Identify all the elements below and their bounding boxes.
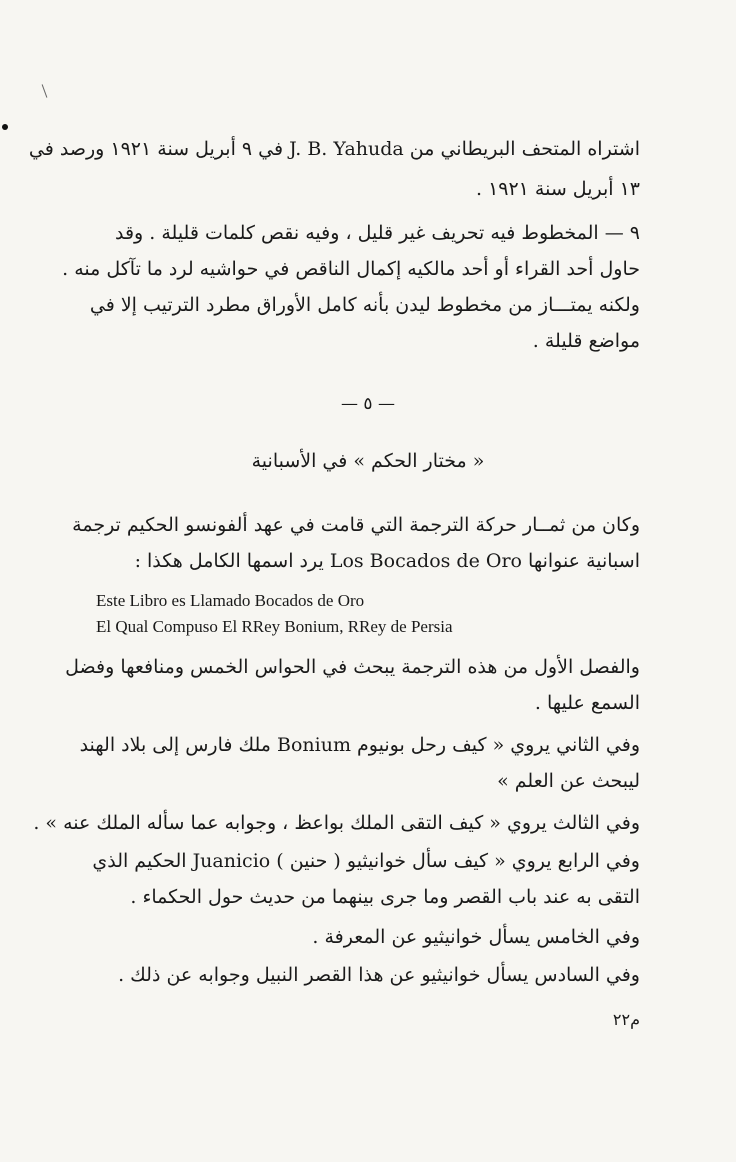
text-line: وكان من ثمــار حركة الترجمة التي قامت في عهد ألفونسو الحكيم ترجمة bbox=[72, 514, 640, 536]
scan-mark bbox=[2, 124, 8, 130]
spanish-title-line: Este Libro es Llamado Bocados de Oro bbox=[96, 591, 365, 610]
text-line: وفي الثالث يروي « كيف التقى الملك بواعظ ، وجوابه عما سأله الملك عنه » . bbox=[33, 812, 640, 834]
text-line: السمع عليها . bbox=[534, 692, 640, 714]
section-number: — ٥ — bbox=[341, 394, 395, 414]
scan-mark bbox=[42, 84, 48, 97]
text-line: وفي الثاني يروي « كيف رحل بونيوم Bonium ملك فارس إلى بلاد الهند bbox=[79, 734, 640, 756]
section-title: « مختار الحكم » في الأسبانية bbox=[251, 450, 485, 472]
text-line: التقى به عند باب القصر وما جرى بينهما من حديث حول الحكماء . bbox=[130, 886, 640, 908]
spanish-title-line: El Qual Compuso El RRey Bonium, RRey de Persia bbox=[96, 617, 453, 636]
text-line: والفصل الأول من هذه الترجمة يبحث في الحواس الخمس ومنافعها وفضل bbox=[65, 656, 640, 678]
text-line: ٩ — المخطوط فيه تحريف غير قليل ، وفيه نقص كلمات قليلة . وقد bbox=[115, 222, 640, 244]
text-line: اسبانية عنوانها Los Bocados de Oro يرد اسمها الكامل هكذا : bbox=[134, 550, 640, 572]
text-line: اشتراه المتحف البريطاني من J. B. Yahuda في ٩ أبريل سنة ١٩٢١ ورصد في bbox=[28, 138, 640, 160]
text-line: ولكنه يمتـــاز من مخطوط ليدن بأنه كامل الأوراق مطرد الترتيب إلا في bbox=[89, 294, 640, 316]
text-line: حاول أحد القراء أو أحد مالكيه إكمال الناقص في حواشيه لرد ما تآكل منه . bbox=[62, 258, 640, 280]
text-line: وفي الرابع يروي « كيف سأل خوانيثيو ( حنين ) Juanicio الحكيم الذي bbox=[92, 850, 640, 872]
text-line: ليبحث عن العلم » bbox=[497, 770, 640, 792]
text-line: وفي الخامس يسأل خوانيثيو عن المعرفة . bbox=[312, 926, 640, 948]
text-line: مواضع قليلة . bbox=[532, 330, 640, 352]
page-number: م٢٢ bbox=[612, 1010, 640, 1029]
text-line: ١٣ أبريل سنة ١٩٢١ . bbox=[475, 178, 640, 200]
text-line: وفي السادس يسأل خوانيثيو عن هذا القصر النبيل وجوابه عن ذلك . bbox=[118, 964, 640, 986]
